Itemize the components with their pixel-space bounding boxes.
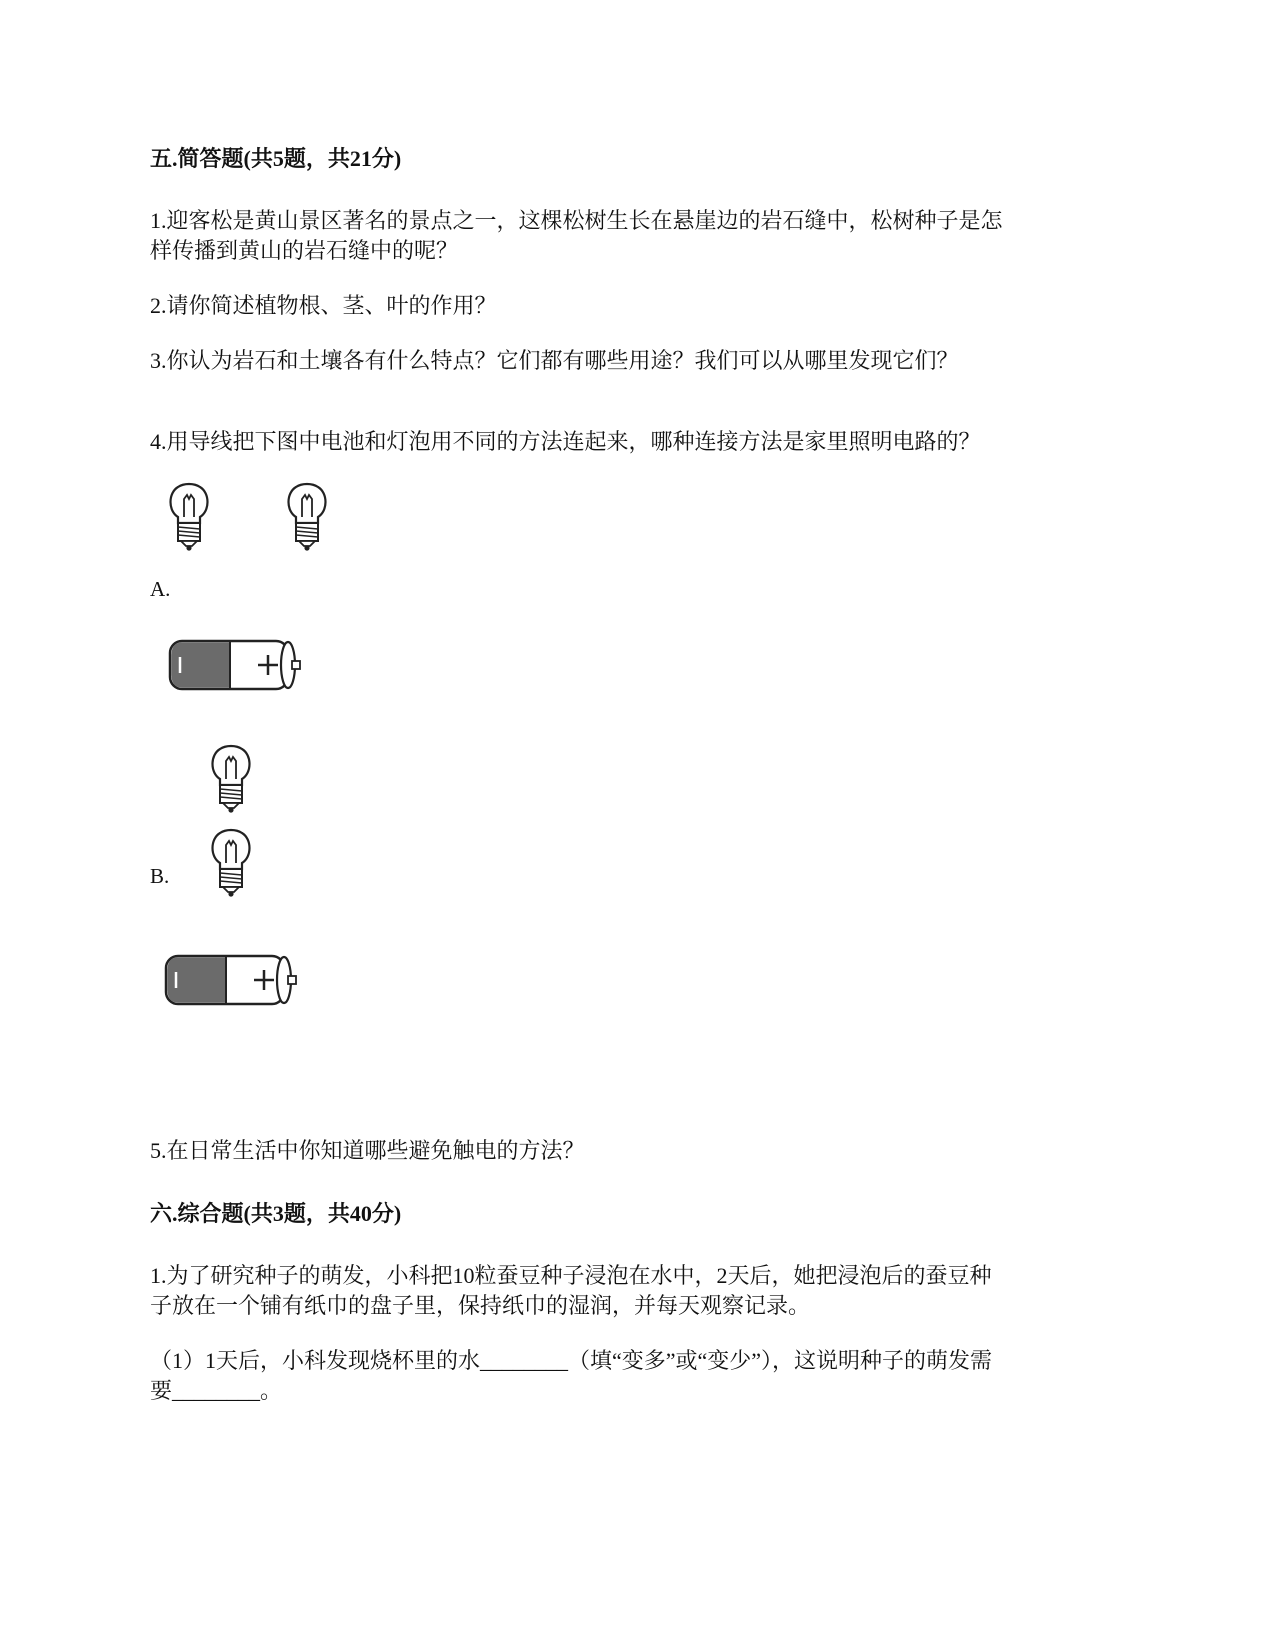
question-6-1-line-1: 1.为了研究种子的萌发，小科把10粒蚕豆种子浸泡在水中，2天后，她把浸泡后的蚕豆种 xyxy=(150,1263,992,1288)
option-b-label: B. xyxy=(150,864,170,888)
light-bulb-icon xyxy=(282,480,332,552)
question-5-2: 2.请你简述植物根、茎、叶的作用？ xyxy=(150,293,497,318)
light-bulb-icon xyxy=(164,480,214,552)
section-5-heading: 五.简答题(共5题，共21分) xyxy=(150,146,402,171)
question-5-5: 5.在日常生活中你知道哪些避免触电的方法？ xyxy=(150,1138,585,1163)
battery-icon xyxy=(162,950,302,1010)
question-5-1-line-1: 1.迎客松是黄山景区著名的景点之一，这棵松树生长在悬崖边的岩石缝中，松树种子是怎 xyxy=(150,208,1003,233)
light-bulb-icon xyxy=(206,826,256,898)
question-6-1-sub-1-line-2: 要________。 xyxy=(150,1378,283,1403)
option-a-label: A. xyxy=(150,577,171,601)
section-6-heading: 六.综合题(共3题，共40分) xyxy=(150,1201,402,1226)
battery-icon xyxy=(166,635,306,695)
question-6-1-line-2: 子放在一个铺有纸巾的盘子里，保持纸巾的湿润，并每天观察记录。 xyxy=(150,1293,811,1318)
question-5-1-line-2: 样传播到黄山的岩石缝中的呢？ xyxy=(150,238,459,263)
question-6-1-sub-1-line-1: （1）1天后，小科发现烧杯里的水________（填“变多”或“变少”），这说明种子的萌发需 xyxy=(150,1348,993,1373)
question-5-3: 3.你认为岩石和土壤各有什么特点？它们都有哪些用途？我们可以从哪里发现它们？ xyxy=(150,348,959,373)
light-bulb-icon xyxy=(206,742,256,814)
question-5-4: 4.用导线把下图中电池和灯泡用不同的方法连起来，哪种连接方法是家里照明电路的？ xyxy=(150,429,981,454)
